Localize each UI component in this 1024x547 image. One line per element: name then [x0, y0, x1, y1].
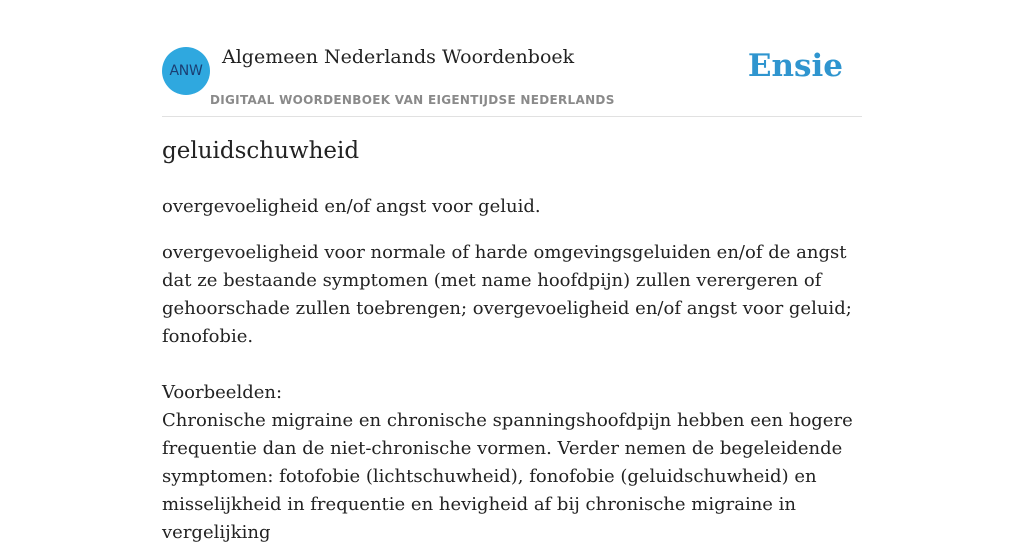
- ensie-brand-link[interactable]: Ensie: [747, 48, 843, 84]
- short-definition: overgevoeligheid en/of angst voor geluid.: [162, 196, 541, 217]
- anw-logo[interactable]: [162, 47, 210, 95]
- anw-logo-text: ANW: [169, 63, 203, 79]
- example-text: Chronische migraine en chronische spanningshoofdpijn hebben een hogere frequentie dan de niet-chronische vormen. Verder nemen de begeleidende symptomen: fotofobie (lichtschuwheid), fonofobie (geluidschuwheid) en misselijkheid in frequentie en hevigheid af bij chronische migraine in vergelijking: [162, 410, 853, 543]
- site-header: [162, 0, 862, 117]
- page-content: [162, 0, 862, 543]
- examples-label: Voorbeelden:: [162, 382, 283, 403]
- entry-headword: geluidschuwheid: [162, 138, 360, 164]
- site-title[interactable]: Algemeen Nederlands Woordenboek: [222, 46, 575, 68]
- long-definition: overgevoeligheid voor normale of harde omgevingsgeluiden en/of de angst dat ze bestaande symptomen (met name hoofdpijn) zullen verergeren of gehoorschade zullen toebrengen; overgevoeligheid en/of angst voor geluid; fonofobie.: [162, 242, 852, 347]
- site-subtitle: DIGITAAL WOORDENBOEK VAN EIGENTIJDSE NEDERLANDS: [210, 93, 615, 107]
